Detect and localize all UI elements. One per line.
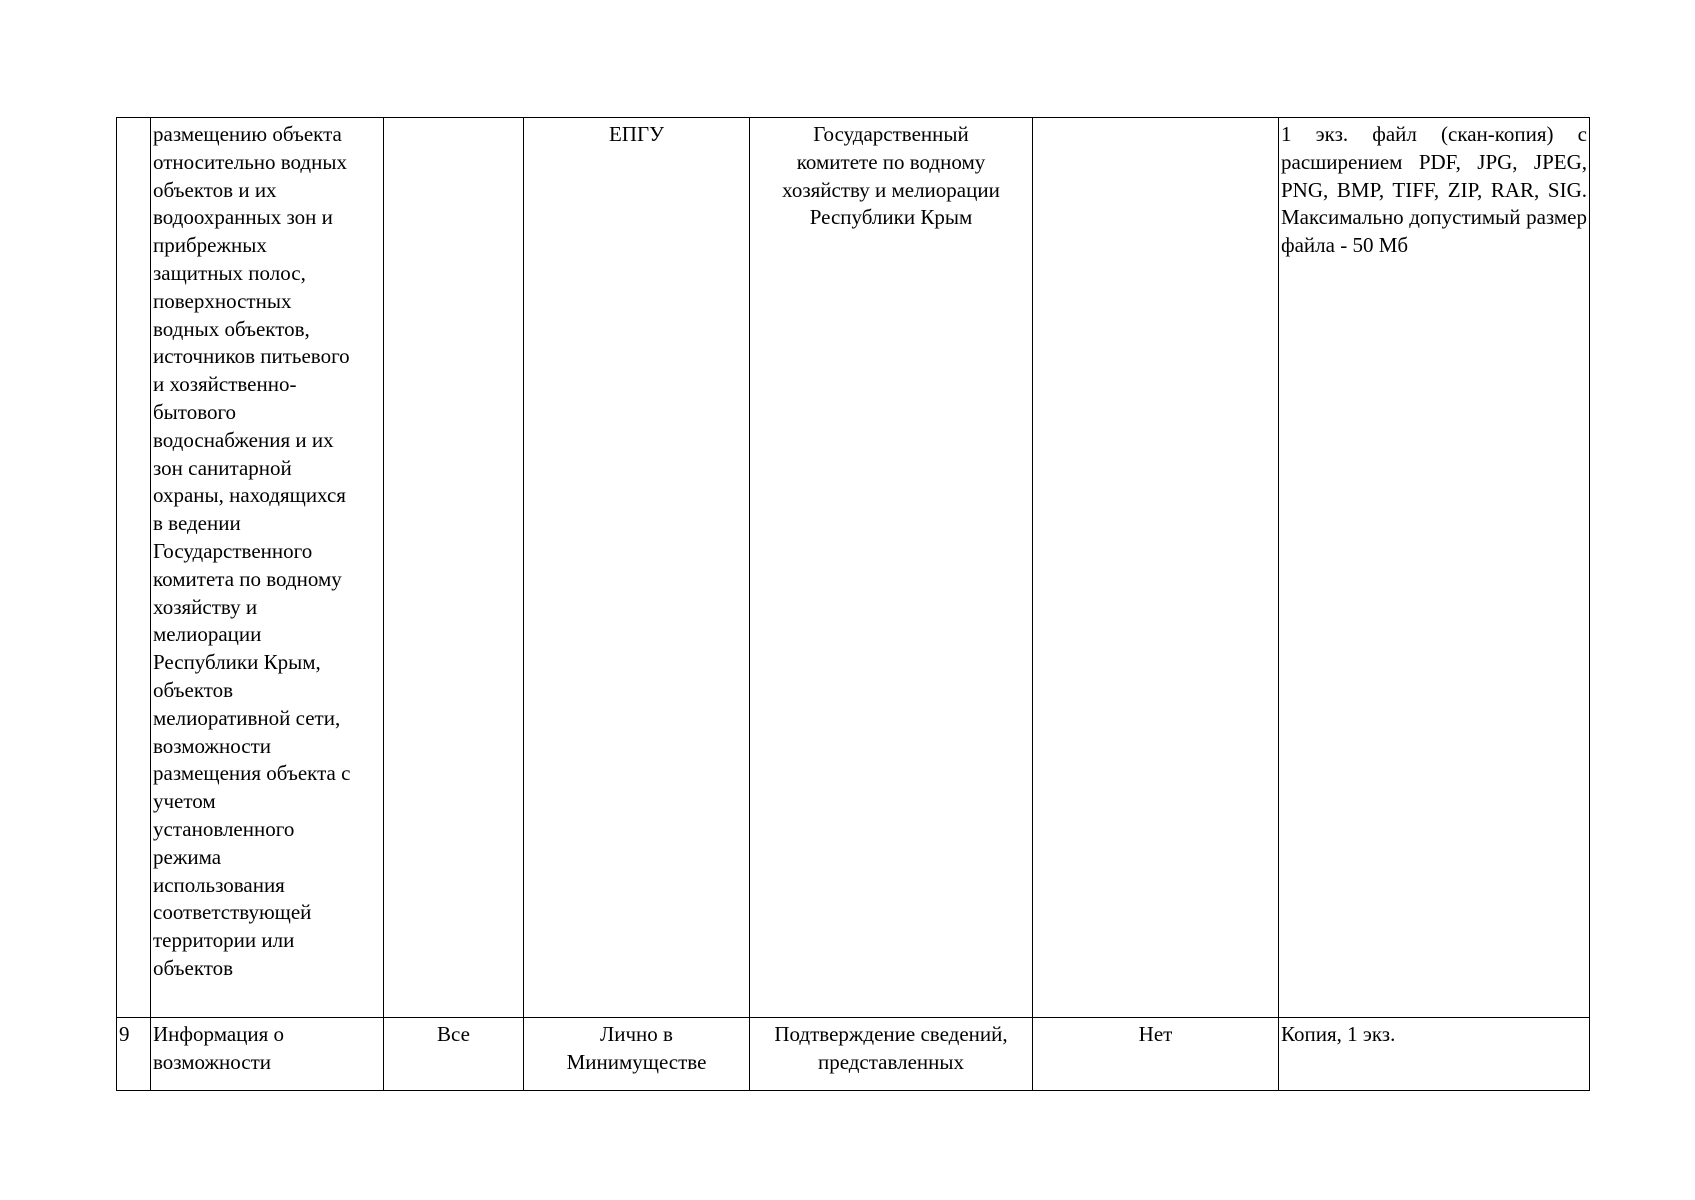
- table-row: [117, 118, 1590, 1018]
- applicant-category-cell: Все: [384, 1018, 524, 1091]
- document-format-cell: Копия, 1 экз.: [1279, 1018, 1590, 1091]
- purpose-cell: Государственный комитете по водному хозяйству и мелиорации Республики Крым: [750, 118, 1033, 1018]
- document-name-cell: размещению объекта относительно водных объектов и их водоохранных зон и прибрежных защитных полос, поверхностных водных объектов, источников питьевого и хозяйственно- бытового водоснабжения и их зон санитарной охраны, находящихся в ведении Государственного комитета по водному хозяйству и мелиорации Республики Крым, объектов мелиоративной сети, возможности размещения объекта с учетом установленного режима использования соответствующей территории или объектов: [151, 118, 384, 1018]
- required-cell: [1033, 118, 1279, 1018]
- table-row: [117, 1018, 1590, 1091]
- row-number-cell: [117, 118, 151, 1018]
- submission-method-cell: ЕПГУ: [524, 118, 750, 1018]
- applicant-category-cell: [384, 118, 524, 1018]
- purpose-cell: Подтверждение сведений, представленных: [750, 1018, 1033, 1091]
- document-format-cell: 1 экз. файл (скан-копия) с расширением PDF, JPG, JPEG, PNG, BMP, TIFF, ZIP, RAR, SIG. Максимально допустимый размер файла - 50 Мб: [1279, 118, 1590, 1018]
- document-name-cell: Информация о возможности: [151, 1018, 384, 1091]
- row-number-cell: 9: [117, 1018, 151, 1091]
- document-table: [116, 117, 1590, 1091]
- submission-method-cell: Лично в Минимуществе: [524, 1018, 750, 1091]
- required-cell: Нет: [1033, 1018, 1279, 1091]
